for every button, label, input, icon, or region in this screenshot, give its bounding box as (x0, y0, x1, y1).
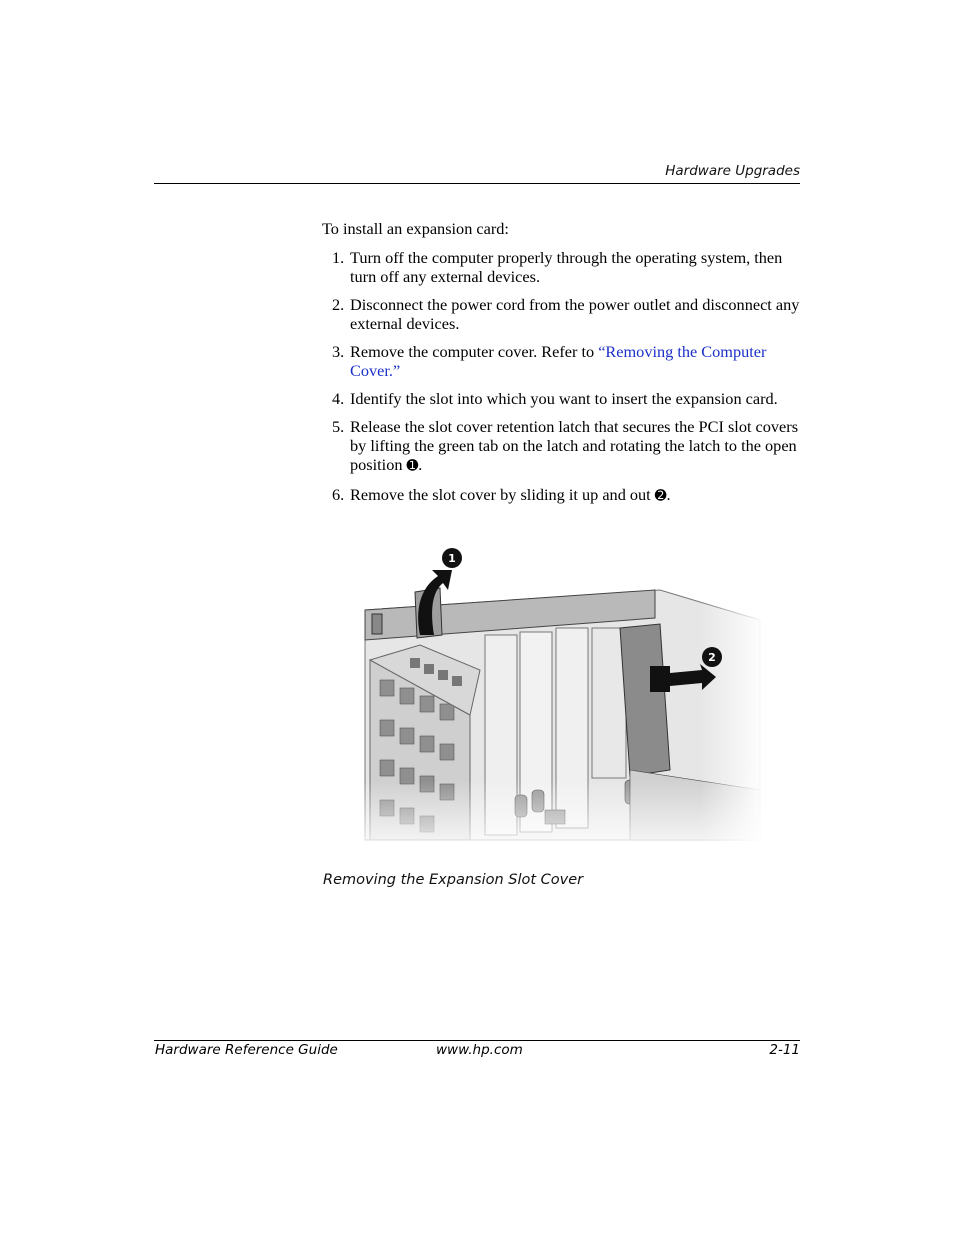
removing-cover-link[interactable]: “Removing the Computer Cover.” (350, 342, 767, 380)
instructions (322, 219, 807, 515)
step-text-end: . (418, 455, 423, 474)
footer-url: www.hp.com (436, 1042, 523, 1058)
intro-text: To install an expansion card: (322, 219, 509, 238)
step-text: Disconnect the power cord from the power outlet and disconnect any external devices. (350, 295, 800, 333)
callout-1-icon: ➊ (406, 459, 419, 474)
step-item (322, 248, 807, 286)
step-list (322, 248, 807, 506)
step-text: Remove the slot cover by sliding it up and out (350, 485, 655, 504)
callout-2-icon: ➋ (654, 489, 667, 504)
header-rule (154, 183, 800, 184)
step-number: 6. (332, 485, 345, 504)
step-item (322, 342, 807, 380)
step-text-end: . (666, 485, 671, 504)
step-number: 3. (332, 342, 345, 361)
running-header: Hardware Upgrades (665, 163, 800, 179)
step-text: Release the slot cover retention latch that secures the PCI slot covers by lifting the green tab on the latch and rotating the latch to the open position (350, 417, 799, 474)
step-item (322, 485, 807, 506)
expansion-slot-illustration (360, 540, 765, 860)
footer-guide-title: Hardware Reference Guide (155, 1042, 338, 1058)
page-number: 2-11 (769, 1042, 800, 1058)
footer-rule (154, 1040, 800, 1041)
callout-1-label: 1 (448, 552, 456, 565)
step-item (322, 417, 807, 476)
step-number: 4. (332, 389, 345, 408)
step-number: 1. (332, 248, 345, 267)
callout-2-label: 2 (708, 651, 716, 664)
step-text: Remove the computer cover. Refer to (350, 342, 599, 361)
figure-caption: Removing the Expansion Slot Cover (323, 872, 584, 888)
step-item (322, 295, 807, 333)
step-text: Identify the slot into which you want to insert the expansion card. (350, 389, 778, 408)
step-item (322, 389, 807, 408)
step-number: 2. (332, 295, 345, 314)
step-text: Turn off the computer properly through the operating system, then turn off any external devices. (350, 248, 783, 286)
step-number: 5. (332, 417, 345, 436)
